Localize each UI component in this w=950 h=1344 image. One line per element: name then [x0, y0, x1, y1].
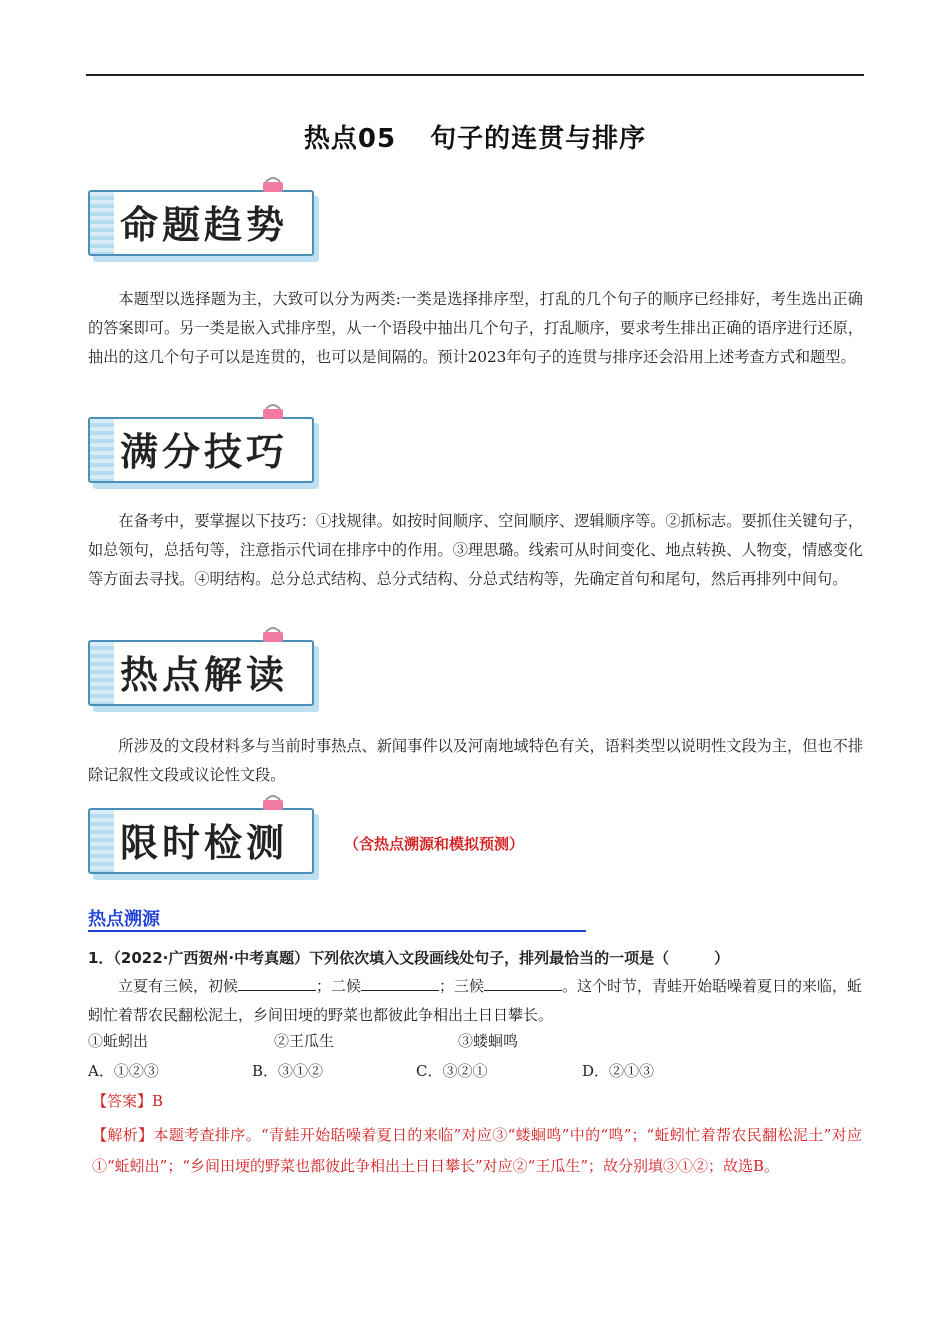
top-rule: [86, 74, 864, 76]
title-number: 热点05: [303, 124, 397, 154]
skills-paragraph: 在备考中，要掌握以下技巧：①找规律。如按时间顺序、空间顺序、逻辑顺序等。②抓标志。要抓住关键句子，如总领句，总括句等，注意指示代词在排序中的作用。③理思璐。线索可从时间变化、地点转换、人物变，情感变化等方面去寻找。④明结构。总分总式结构、总分式结构、分总式结构等，先确定首句和尾句，然后再排列中间句。: [88, 512, 863, 588]
choice-d: D．②①③: [582, 1062, 655, 1080]
question-body-part: 立夏有三候，初候: [118, 977, 239, 995]
test-note: （含热点溯源和模拟预测）: [344, 835, 525, 853]
banner-stripe: [90, 419, 114, 481]
banner-label: 限时检测: [120, 821, 289, 865]
banner-test: [88, 798, 316, 872]
banner-label: 命题趋势: [120, 203, 289, 247]
banner-paper: [88, 640, 314, 706]
banner-reading: [88, 630, 316, 704]
question-body-part: 。这个时节，青蛙开始聒噪着夏日的来临，蚯蚓忙着帮农民翻松泥土，乡间田埂的野菜也都彼此争相出土日日攀长。: [88, 977, 863, 1024]
banner-stripe: [90, 642, 114, 704]
paper-clip-icon: [260, 794, 286, 812]
banner-trend: [88, 180, 316, 254]
banner-paper: [88, 190, 314, 256]
question-body-part: ；三候: [439, 977, 485, 995]
option-item: ①蚯蚓出: [88, 1032, 149, 1050]
section-rule: [88, 930, 586, 932]
banner-stripe: [90, 810, 114, 872]
banner-paper: [88, 417, 314, 483]
paper-clip-icon: [260, 626, 286, 644]
title-text: 句子的连贯与排序: [430, 124, 647, 154]
question-body-part: ；二候: [316, 977, 362, 995]
banner-stripe: [90, 192, 114, 254]
page-title: [0, 118, 950, 155]
banner-label: 热点解读: [120, 653, 289, 697]
banner-paper: [88, 808, 314, 874]
blank-line: [238, 974, 316, 991]
option-item: ②王瓜生: [274, 1032, 335, 1050]
reading-paragraph: 所涉及的文段材料多与当前时事热点、新闻事件以及河南地域特色有关，语料类型以说明性文段为主，但也不排除记叙性文段或议论性文段。: [88, 737, 863, 784]
question-head: 1．（2022·广西贺州·中考真题）下列依次填入文段画线处句子，排列最恰当的一项是（ ）: [88, 949, 730, 967]
answer-line: 【答案】B: [92, 1092, 164, 1110]
paper-clip-icon: [260, 403, 286, 421]
banner-skills: [88, 407, 316, 481]
blank-line: [484, 974, 562, 991]
paper-clip-icon: [260, 176, 286, 194]
trend-paragraph: 本题型以选择题为主，大致可以分为两类:一类是选择排序型，打乱的几个句子的顺序已经排好，考生选出正确的答案即可。另一类是嵌入式排序型，从一个语段中抽出几个句子，打乱顺序，要求考生排出正确的语序进行还原，抽出的这几个句子可以是连贯的，也可以是间隔的。预计2023年句子的连贯与排序还会沿用上述考查方式和题型。: [88, 290, 863, 366]
choice-a: A．①②③: [88, 1062, 159, 1080]
banner-label: 满分技巧: [120, 430, 289, 474]
choice-c: C．③②①: [416, 1062, 488, 1080]
choice-b: B．③①②: [252, 1062, 324, 1080]
option-item: ③蝼蛔鸣: [458, 1032, 519, 1050]
section-heading: 热点溯源: [88, 909, 160, 930]
question-body: [88, 972, 863, 1030]
analysis-text: 【解析】本题考查排序。“青蛙开始聒噪着夏日的来临”对应③“蝼蛔鸣”中的“鸣”；“蚯蚓忙着帮农民翻松泥土”对应①“蚯蚓出”；“乡间田埂的野菜也都彼此争相出土日日攀长”对应②“王瓜生”；故分别填③①②；故选B。: [92, 1126, 862, 1175]
blank-line: [361, 974, 439, 991]
